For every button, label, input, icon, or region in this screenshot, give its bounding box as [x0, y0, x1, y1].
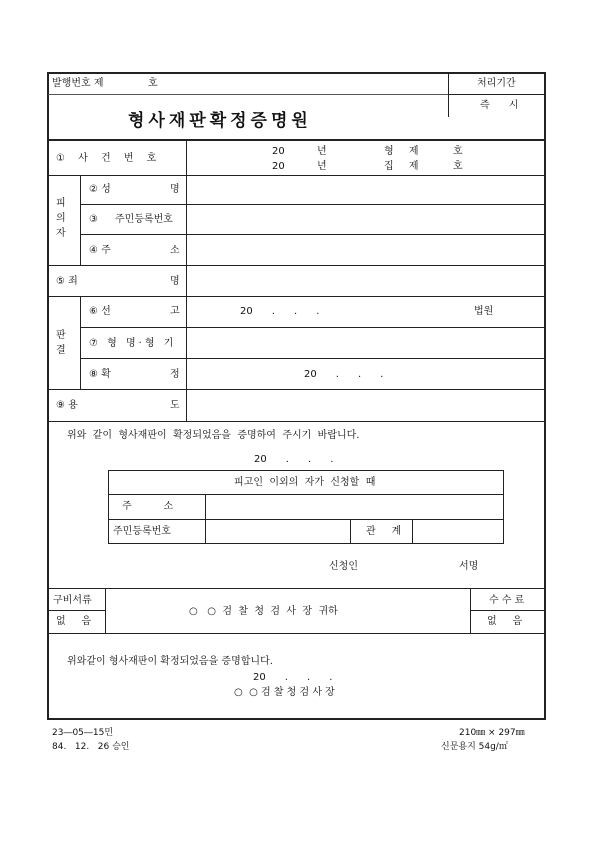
- confirm-label-end: 정: [170, 369, 180, 380]
- address-label-end: 소: [170, 245, 180, 256]
- certify-text: 위와같이 형사재판이 확정되었음을 증명합니다.: [67, 656, 273, 667]
- third-party-address-label: 주 소: [122, 501, 174, 512]
- addressee: ○ ○ 검 찰 청 검 사 장 귀하: [189, 606, 338, 617]
- case-nyeon-2: 년: [317, 161, 327, 172]
- suspect-group-2: 의: [56, 213, 66, 224]
- penalty-label: ⑦ 형 명·형 기: [89, 338, 177, 349]
- crime-label: ⑤ 죄: [56, 276, 78, 287]
- case-type-2: 집 제: [384, 161, 425, 172]
- case-year-1: 20: [272, 146, 285, 157]
- suspect-group-1: 피: [56, 198, 66, 209]
- paper-type: 신문용지 54g/㎡: [441, 742, 508, 752]
- certify-signer: ○ ○ 검 찰 청 검 사 장: [234, 687, 335, 698]
- sentence-date: 20 . . .: [240, 306, 320, 317]
- sentence-court: 법원: [474, 306, 494, 317]
- processing-period-value: 즉 시: [480, 100, 527, 111]
- attachments-label: 구비서류: [53, 595, 92, 606]
- judgment-group-1: 판: [56, 330, 66, 341]
- form-frame: [47, 72, 546, 720]
- address-label: ④ 주: [89, 245, 111, 256]
- third-party-resident-label: 주민등록번호: [113, 526, 171, 537]
- fee-label: 수 수 료: [489, 595, 525, 606]
- certify-date: 20 . . .: [253, 672, 333, 683]
- sentence-label: ⑥ 선: [89, 306, 111, 317]
- confirm-date: 20 . . .: [304, 369, 384, 380]
- purpose-label-end: 도: [170, 400, 180, 411]
- resident-number-label: 주민등록번호: [115, 214, 173, 225]
- case-year-2: 20: [272, 161, 285, 172]
- third-party-title: 피고인 이외의 자가 신청할 때: [234, 477, 376, 488]
- request-text: 위와 같이 형사재판이 확정되었음을 증명하여 주시기 바랍니다.: [67, 430, 360, 441]
- case-number-label: ① 사 건 번 호: [56, 153, 162, 164]
- applicant-label: 신청인: [329, 561, 358, 572]
- sentence-label-end: 고: [170, 306, 180, 317]
- name-label: ② 성: [89, 184, 111, 195]
- approval-date: 84. 12. 26 승인: [52, 742, 130, 752]
- confirm-label: ⑧ 확: [89, 369, 111, 380]
- issue-number-suffix: 호: [148, 78, 158, 89]
- case-ho-1: 호: [453, 146, 463, 157]
- request-date: 20 . . .: [254, 454, 334, 465]
- document-title: 형사재판확정증명원: [128, 111, 312, 131]
- name-label-end: 명: [170, 184, 180, 195]
- crime-label-end: 명: [170, 276, 180, 287]
- paper-size: 210㎜ × 297㎜: [459, 728, 525, 738]
- signature-label: 서명: [459, 561, 479, 572]
- attachments-value: 없 음: [56, 616, 92, 627]
- suspect-group-3: 자: [56, 228, 66, 239]
- third-party-relation-label: 관 계: [366, 526, 402, 537]
- issue-number-label: 발행번호 제: [52, 78, 104, 89]
- case-nyeon-1: 년: [317, 146, 327, 157]
- judgment-group-2: 결: [56, 345, 66, 356]
- form-code: 23―05―15민: [52, 728, 114, 738]
- purpose-label: ⑨ 용: [56, 400, 78, 411]
- resident-number-mark: ③: [89, 214, 98, 225]
- case-type-1: 형 제: [384, 146, 425, 157]
- fee-value: 없 음: [487, 616, 523, 627]
- processing-period-label: 처리기간: [477, 78, 516, 89]
- case-ho-2: 호: [453, 161, 463, 172]
